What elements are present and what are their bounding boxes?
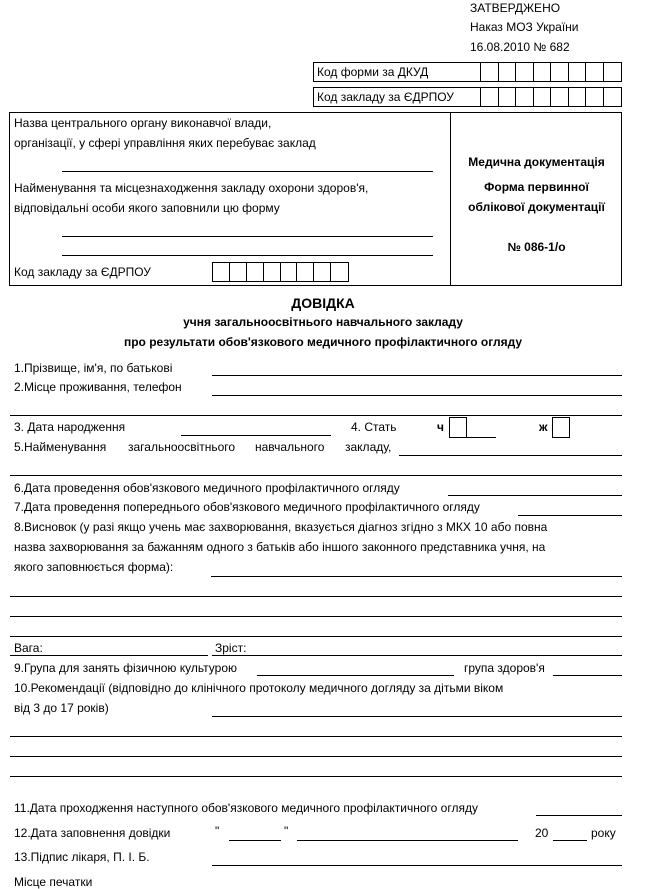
quote-close: ": [284, 824, 289, 838]
code-cell[interactable]: [516, 63, 534, 81]
weight-label: Вага:: [14, 641, 43, 655]
weight-line[interactable]: [10, 655, 208, 656]
recommendations-line-3[interactable]: [10, 756, 622, 757]
pe-group-label: 9.Група для занять фізичною культурою: [14, 661, 238, 675]
code-cell[interactable]: [604, 88, 621, 106]
recommendations-label-1: 10.Рекомендації (відповідно до клінічного протоколу медичного догляду за дітьми віком: [14, 681, 504, 695]
male-label: ч: [437, 420, 444, 434]
code-cell[interactable]: [516, 88, 534, 106]
next-exam-line[interactable]: [536, 815, 622, 816]
school-line-2[interactable]: [10, 475, 622, 476]
female-checkbox[interactable]: [552, 417, 570, 438]
facility-edrpou-cells: [212, 262, 349, 282]
conclusion-line-2[interactable]: [10, 596, 622, 597]
conclusion-line-3[interactable]: [10, 616, 622, 617]
exam-date-label: 6.Дата проведення обов'язкового медичного профілактичного огляду: [14, 481, 400, 495]
code-cell[interactable]: [314, 263, 331, 281]
fill-day-line[interactable]: [229, 840, 281, 841]
name-label: 1.Прізвище, ім'я, по батькові: [14, 361, 173, 375]
doctor-signature-line[interactable]: [212, 865, 622, 866]
conclusion-label-2: назва захворювання за бажанням одного з батьків або іншого законного представника учня, на: [14, 540, 546, 554]
year-prefix: 20: [535, 826, 549, 840]
edrpou-code-box: [313, 87, 622, 107]
fill-date-label: 12.Дата заповнення довідки: [14, 826, 171, 840]
document-title: ДОВІДКА: [291, 295, 355, 311]
code-cell[interactable]: [213, 263, 230, 281]
recommendations-label-2: від 3 до 17 років): [14, 701, 109, 715]
code-cell[interactable]: [604, 63, 621, 81]
recommendations-line-1[interactable]: [212, 716, 622, 717]
code-cell[interactable]: [534, 63, 552, 81]
facility-line-2[interactable]: [62, 255, 433, 256]
name-line[interactable]: [212, 375, 622, 376]
code-cell[interactable]: [586, 88, 604, 106]
male-underline: [467, 437, 496, 438]
previous-exam-line[interactable]: [518, 515, 622, 516]
school-label-1: 5.Найменування: [14, 440, 107, 454]
dkud-code-box: [313, 62, 622, 82]
stamp-place-label: Місце печатки: [14, 875, 93, 889]
approval-date: 16.08.2010 № 682: [470, 40, 570, 54]
address-line[interactable]: [212, 395, 622, 396]
dkud-label: Код форми за ДКУД: [314, 63, 481, 81]
central-body-label-2: організації, у сфері управління яких перебуває заклад: [14, 136, 316, 150]
exam-date-line[interactable]: [448, 495, 622, 496]
code-cell[interactable]: [264, 263, 281, 281]
facility-label-1: Найменування та місцезнаходження закладу охорони здоров'я,: [14, 181, 369, 195]
approval-title: ЗАТВЕРДЖЕНО: [470, 1, 561, 15]
school-label-3: навчального: [255, 440, 325, 454]
next-exam-label: 11.Дата проходження наступного обов'язкового медичного профілактичного огляду: [14, 801, 478, 815]
facility-label-2: відповідальні особи якого заповнили цю форму: [14, 201, 280, 215]
recommendations-line-2[interactable]: [10, 736, 622, 737]
school-line[interactable]: [399, 455, 622, 456]
code-cell[interactable]: [569, 63, 587, 81]
school-label-2: загальноосвітнього: [128, 440, 236, 454]
document-subtitle-1: учня загальноосвітнього навчального закладу: [183, 315, 463, 329]
address-label: 2.Місце проживання, телефон: [14, 380, 182, 394]
fill-month-line[interactable]: [297, 840, 518, 841]
document-subtitle-2: про результати обов'язкового медичного профілактичного огляду: [123, 335, 523, 349]
code-cell[interactable]: [551, 88, 569, 106]
code-cell[interactable]: [551, 63, 569, 81]
central-body-label-1: Назва центрального органу виконавчої влади,: [14, 116, 272, 130]
quote-open: ": [215, 824, 220, 838]
conclusion-line-4[interactable]: [10, 636, 622, 637]
year-suffix: року: [591, 826, 616, 840]
code-cell[interactable]: [297, 263, 314, 281]
height-line[interactable]: [212, 655, 622, 656]
conclusion-line-1[interactable]: [211, 576, 622, 577]
code-cell[interactable]: [569, 88, 587, 106]
code-cell[interactable]: [247, 263, 264, 281]
code-cell[interactable]: [499, 63, 517, 81]
facility-edrpou-label: Код закладу за ЄДРПОУ: [14, 265, 151, 279]
code-cell[interactable]: [586, 63, 604, 81]
code-cell[interactable]: [499, 88, 517, 106]
conclusion-label-1: 8.Висновок (у разі якщо учень має захворювання, вказується діагноз згідно з МКХ 10 або повна: [14, 520, 548, 534]
facility-line-1[interactable]: [62, 236, 433, 237]
code-cell[interactable]: [481, 63, 499, 81]
form-label-1: Форма первинної: [484, 180, 589, 194]
school-label-4: закладу,: [345, 440, 392, 454]
form-number: № 086-1/о: [507, 240, 566, 254]
central-body-line[interactable]: [62, 171, 433, 172]
birth-date-line[interactable]: [181, 435, 331, 436]
code-cell[interactable]: [281, 263, 298, 281]
approval-order: Наказ МОЗ України: [470, 20, 579, 34]
code-cell[interactable]: [534, 88, 552, 106]
recommendations-line-4[interactable]: [10, 776, 622, 777]
previous-exam-label: 7.Дата проведення попереднього обов'язкового медичного профілактичного огляду: [14, 500, 480, 514]
code-cell[interactable]: [230, 263, 247, 281]
health-group-line[interactable]: [553, 675, 622, 676]
code-cell[interactable]: [481, 88, 499, 106]
edrpou-label: Код закладу за ЄДРПОУ: [314, 88, 481, 106]
male-checkbox[interactable]: [449, 417, 467, 438]
code-cell[interactable]: [331, 263, 348, 281]
birth-date-label: 3. Дата народження: [14, 420, 126, 434]
address-line-2[interactable]: [10, 415, 622, 416]
health-group-label: група здоров'я: [464, 661, 545, 675]
doctor-signature-label: 13.Підпис лікаря, П. І. Б.: [14, 850, 150, 864]
fill-year-line[interactable]: [553, 840, 587, 841]
female-label: ж: [539, 420, 548, 434]
sex-label: 4. Стать: [351, 420, 397, 434]
pe-group-line[interactable]: [257, 675, 454, 676]
form-label-2: облікової документації: [468, 200, 605, 214]
height-label: Зріст:: [215, 641, 247, 655]
header-divider: [450, 112, 451, 286]
medical-doc-label: Медична документація: [468, 155, 605, 169]
conclusion-label-3: якого заповнюється форма):: [14, 560, 174, 574]
